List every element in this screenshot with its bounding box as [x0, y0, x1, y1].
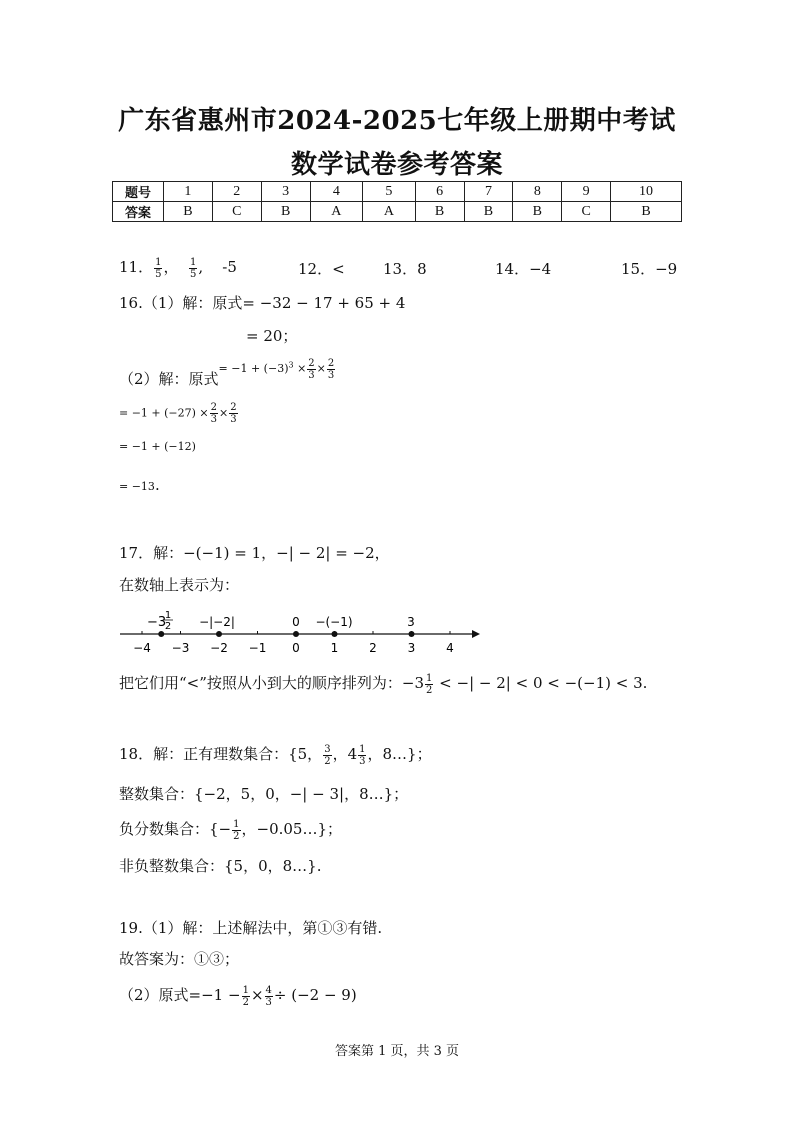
q-number: 9 — [562, 182, 611, 202]
answer-cell: B — [415, 202, 464, 222]
q-number: 5 — [363, 182, 416, 202]
tick-label: −4 — [133, 641, 151, 655]
number-line — [110, 606, 490, 656]
q16-line-6: = −13. — [119, 476, 160, 494]
q-number: 7 — [464, 182, 513, 202]
label-frac-num: 1 — [164, 610, 172, 621]
label-abs-neg-two: −|−2| — [199, 615, 235, 629]
q19-line-2: 故答案为：①③； — [119, 950, 240, 968]
q18-line-3: 负分数集合：{− $\frac{1}{2}$ ，−0.05…}； — [119, 818, 343, 842]
label-three: 3 — [407, 615, 415, 629]
q16-line-5: = −1 + (−12) — [119, 440, 196, 453]
tick-label: −1 — [248, 641, 267, 655]
row-label-answers: 答案 — [113, 202, 164, 222]
q-number: 4 — [310, 182, 363, 202]
answer-table-row-answers — [113, 202, 682, 222]
q16-line-1: 16.（1）解：原式= −32 − 17 + 65 + 4 — [119, 294, 406, 312]
number-line-point — [216, 631, 222, 637]
title-line-1: 广东省惠州市2024-2025七年级上册期中考试 — [118, 106, 676, 136]
answer-q13: 13．8 — [383, 260, 427, 278]
answer-cell: B — [513, 202, 562, 222]
q-number: 8 — [513, 182, 562, 202]
q18-line-4: 非负整数集合：{5，0，8…}. — [119, 857, 322, 875]
q16-line-4: = −1 + (−27) × $\frac{2}{3}$ × $\frac{2}{3}$ — [119, 402, 237, 425]
answer-cell: A — [310, 202, 363, 222]
q-number: 1 — [164, 182, 213, 202]
label-frac-den: 2 — [164, 621, 172, 632]
tick-label: 1 — [330, 641, 339, 655]
answer-cell: B — [464, 202, 513, 222]
q11-number: 11． — [119, 258, 154, 276]
answer-table — [112, 181, 682, 222]
answer-table-row-numbers — [113, 182, 682, 202]
q11-fraction-1: $\frac{1}{5}$ — [155, 256, 162, 280]
q-number: 2 — [212, 182, 261, 202]
answer-cell: C — [212, 202, 261, 222]
tick-label: −2 — [210, 641, 228, 655]
number-line-point — [332, 631, 338, 637]
page-footer: 答案第 1 页，共 3 页 — [334, 1044, 460, 1059]
q16-line-3: （2）解：原式$^{= -1 + (-3)^3 \times \frac{2}{3} \times \frac{2}{3}}$ — [119, 357, 335, 388]
q-number: 3 — [261, 182, 310, 202]
answer-q15: 15．−9 — [621, 260, 678, 278]
answer-cell: B — [611, 202, 682, 222]
q16-line-2: = 20； — [246, 327, 298, 345]
tick-label: −3 — [171, 641, 190, 655]
answer-cell: C — [562, 202, 611, 222]
answer-cell: B — [261, 202, 310, 222]
q17-line-3: 把它们用“<”按照从小到大的顺序排列为：−3 $\frac{1}{2}$ < −| − 2| < 0 < −(−1) < 3. — [119, 672, 648, 696]
number-line-point — [158, 631, 164, 637]
number-line-point — [409, 631, 415, 637]
answer-q12: 12．< — [298, 260, 345, 278]
tick-label: 4 — [446, 641, 454, 655]
q18-line-1: 18．解：正有理数集合：{5， $\frac{3}{2}$ ，4 $\frac{1}{3}$ ，8…}； — [119, 743, 432, 767]
tick-label: 2 — [369, 641, 377, 655]
row-label-numbers: 题号 — [113, 182, 164, 202]
answer-cell: B — [164, 202, 213, 222]
title-line-2: 数学试卷参考答案 — [290, 150, 503, 180]
tick-label: 0 — [292, 641, 300, 655]
q11-value: -5 — [222, 258, 237, 276]
q18-line-2: 整数集合：{−2，5，0，−| − 3|，8…}； — [119, 785, 409, 803]
tick-label: 3 — [407, 641, 416, 655]
q-number: 6 — [415, 182, 464, 202]
label-zero: 0 — [292, 615, 300, 629]
answer-q11: 11． $\frac{1}{5}$ ， $\frac{1}{5}$ , -5 — [119, 256, 237, 280]
number-line-point — [293, 631, 299, 637]
q17-line-1: 17．解：−(−1) = 1，−| − 2| = −2， — [119, 544, 390, 562]
q-number: 10 — [611, 182, 682, 202]
label-neg-neg-one: −(−1) — [315, 615, 353, 629]
answer-cell: A — [363, 202, 416, 222]
q17-line-2: 在数轴上表示为： — [119, 576, 240, 594]
answer-q14: 14．−4 — [495, 260, 552, 278]
q11-fraction-2: $\frac{1}{5}$ — [190, 256, 197, 280]
q19-line-1: 19.（1）解：上述解法中，第①③有错. — [119, 919, 383, 937]
q19-line-3: （2）原式=−1 − $\frac{1}{2}$ × $\frac{4}{3}$ ÷ (−2 − 9) — [119, 984, 357, 1008]
label-neg-three-half: −3 — [147, 615, 167, 630]
